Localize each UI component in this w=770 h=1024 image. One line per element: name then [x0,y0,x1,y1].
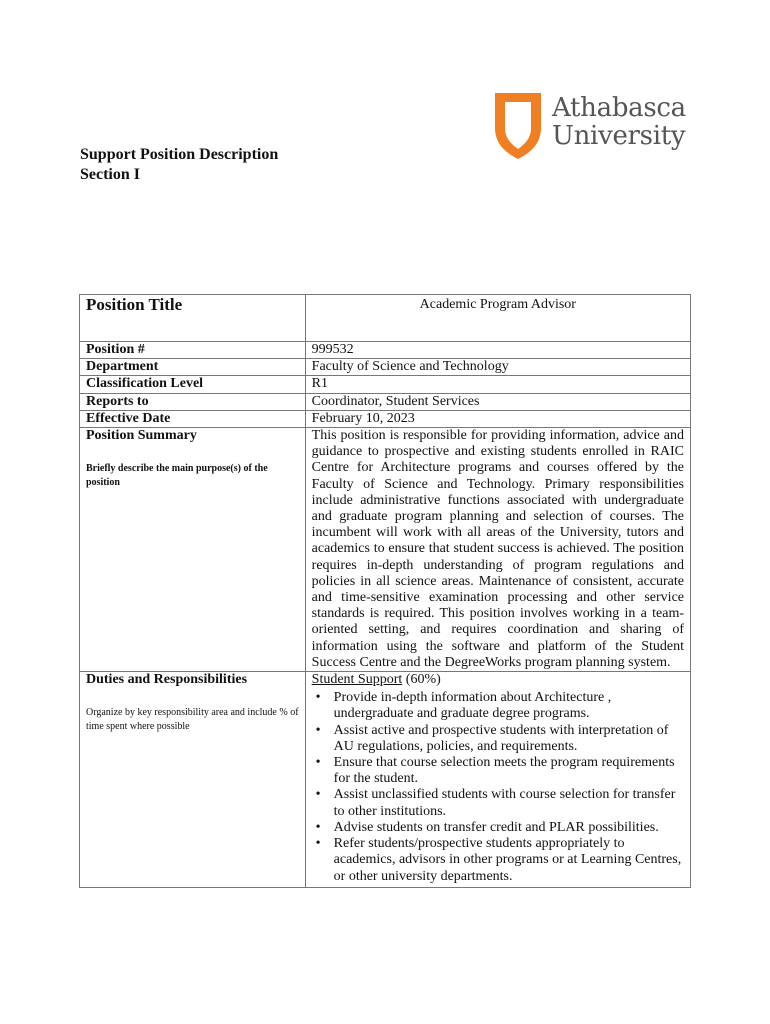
position-title-label-cell [80,295,306,342]
summary-value: This position is responsible for providing information, advice and guidance to prospective and existing students enrolled in RAIC Centre for Architecture programs and courses offered by the Faculty of Science and Technology. Primary responsibilities include administrative functions associated with undergraduate and graduate program planning and selection of courses. The incumbent will work with all areas of the University, tutors and academics to ensure that student success is achieved. The position requires in-depth understanding of program regulations and policies in all science areas. Maintenance of consistent, accurate and time-sensitive examination processing and other service standards is required. This position involves working in a team-oriented setting, and requires coordination and sharing of information using the software and platform of the Student Success Centre and the DegreeWorks program planning system. [305,428,690,672]
document-title-line-1: Support Position Description [80,146,279,163]
summary-label-cell [80,428,306,672]
table-row [80,672,691,888]
document-title-line-2: Section I [80,166,140,183]
reports-to-value: Coordinator, Student Services [305,393,690,410]
list-item: • Ensure that course selection meets the program requirements for the student. [334,755,684,787]
position-number-label: Position # [80,342,306,359]
classification-value: R1 [305,376,690,393]
document-title [80,145,278,185]
position-title-value: Academic Program Advisor [305,295,690,342]
department-label: Department [80,359,306,376]
list-item: • Assist unclassified students with course selection for transfer to other institutions. [334,787,684,819]
duties-heading [312,672,684,688]
table-row [80,295,691,342]
effective-date-value: February 10, 2023 [305,410,690,427]
table-row [80,428,691,672]
duties-label: Duties and Responsibilities [86,672,248,688]
table-row [80,393,691,410]
position-table [79,294,691,888]
logo-line-1: Athabasca [552,93,686,123]
table-row [80,410,691,427]
table-row [80,342,691,359]
position-title-label: Position Title [86,295,183,314]
duties-label-cell [80,672,306,888]
logo-wordmark [552,94,686,150]
list-item: • Assist active and prospective students with interpretation of AU regulations, policies, and requirements. [334,723,684,755]
athabasca-logo [494,92,684,160]
duties-value-cell [305,672,690,888]
position-number-value: 999532 [305,342,690,359]
duties-heading-pct: (60%) [402,672,441,688]
list-item: • Advise students on transfer credit and PLAR possibilities. [334,820,684,836]
department-value: Faculty of Science and Technology [305,359,690,376]
table-row [80,376,691,393]
effective-date-label: Effective Date [80,410,306,427]
reports-to-label: Reports to [80,393,306,410]
duties-hint: Organize by key responsibility area and include % of time spent where possible [86,707,299,733]
list-item: • Refer students/prospective students appropriately to academics, advisors in other programs or at Learning Centres, or other university departments. [334,836,684,885]
summary-label: Position Summary [86,428,197,444]
shield-icon [494,92,542,160]
duties-list [312,690,684,884]
table-row [80,359,691,376]
logo-line-2: University [552,121,686,151]
duties-heading-text: Student Support [311,672,403,688]
summary-hint: Briefly describe the main purpose(s) of the position [86,463,268,489]
list-item: • Provide in-depth information about Architecture , undergraduate and graduate degree programs. [334,690,684,722]
classification-label: Classification Level [80,376,306,393]
